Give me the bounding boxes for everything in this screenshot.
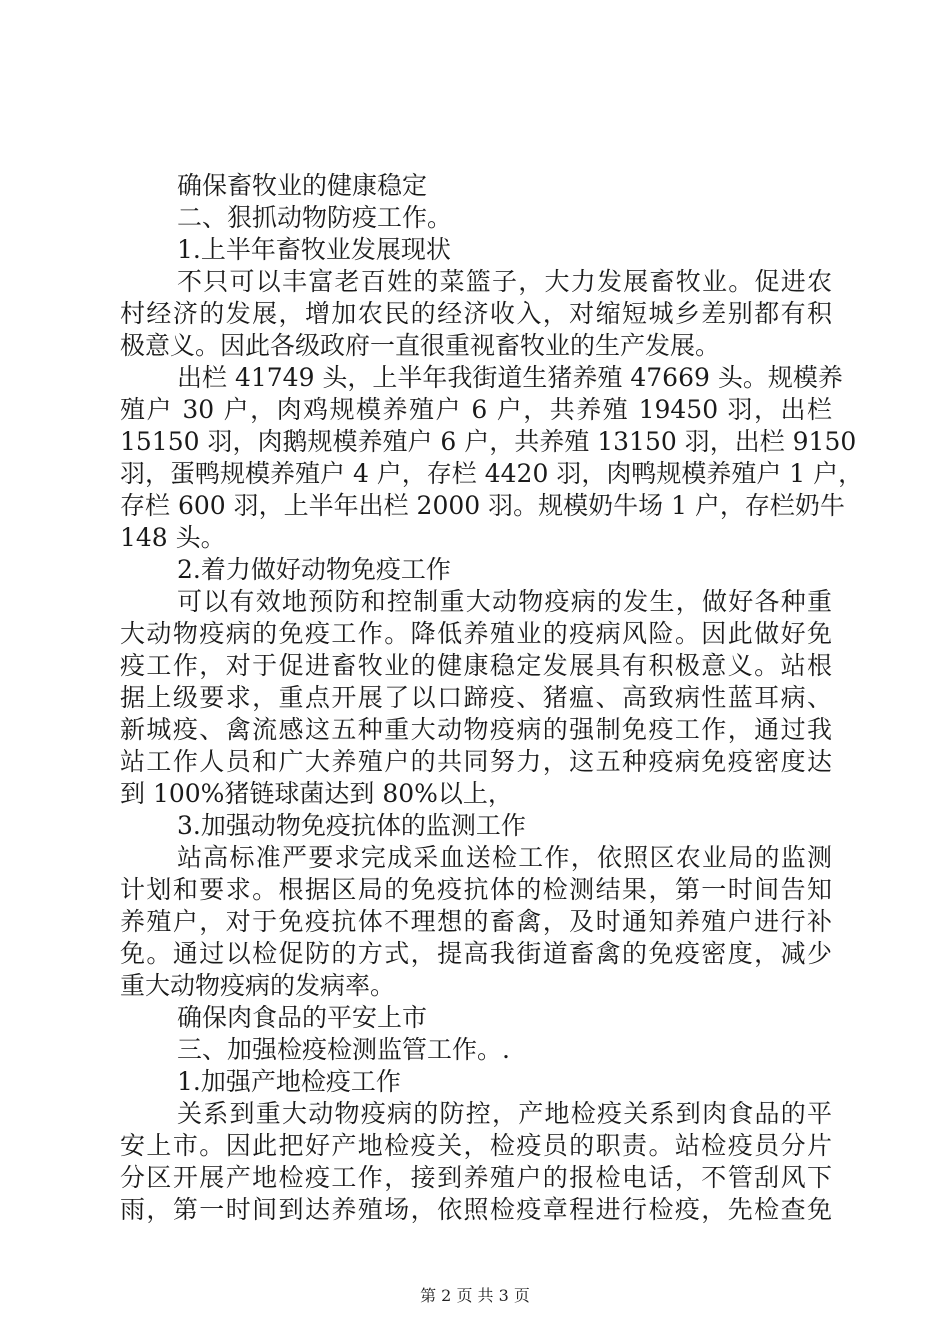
text-line: 出栏 41749 头，上半年我街道生猪养殖 47669 头。规模养 (177, 363, 843, 392)
page-footer: 第 2 页 共 3 页 (420, 1286, 530, 1305)
text-line: 确保畜牧业的健康稳定 (177, 171, 428, 200)
text-line: 养殖户，对于免疫抗体不理想的畜禽，及时通知养殖户进行补 (120, 907, 832, 936)
text-line: 大动物疫病的免疫工作。降低养殖业的疫病风险。因此做好免 (120, 619, 832, 648)
text-line: 可以有效地预防和控制重大动物疫病的发生，做好各种重 (177, 587, 832, 616)
text-line: 村经济的发展，增加农民的经济收入，对缩短城乡差别都有积 (120, 299, 832, 328)
text-line: 极意义。因此各级政府一直很重视畜牧业的生产发展。 (120, 331, 721, 360)
text-line: 安上市。因此把好产地检疫关，检疫员的职责。站检疫员分片 (120, 1131, 832, 1160)
subsection-heading: 1.上半年畜牧业发展现状 (177, 235, 451, 264)
text-line: 关系到重大动物疫病的防控，产地检疫关系到肉食品的平 (177, 1099, 832, 1128)
text-line: 15150 羽，肉鹅规模养殖户 6 户，共养殖 13150 羽，出栏 9150 (120, 427, 857, 456)
subsection-heading: 3.加强动物免疫抗体的监测工作 (177, 811, 526, 840)
text-line: 分区开展产地检疫工作，接到养殖户的报检电话，不管刮风下 (120, 1163, 832, 1192)
text-line: 确保肉食品的平安上市 (177, 1003, 428, 1032)
text-line: 雨，第一时间到达养殖场，依照检疫章程进行检疫，先检查免 (120, 1195, 832, 1224)
text-line: 据上级要求，重点开展了以口蹄疫、猪瘟、高致病性蓝耳病、 (120, 683, 832, 712)
text-line: 148 头。 (120, 523, 226, 552)
subsection-heading: 1.加强产地检疫工作 (177, 1067, 401, 1096)
text-line: 站工作人员和广大养殖户的共同努力，这五种疫病免疫密度达 (120, 747, 832, 776)
section-heading: 二、狠抓动物防疫工作。 (177, 203, 453, 232)
section-heading: 三、加强检疫检测监管工作。. (177, 1035, 510, 1064)
text-line: 羽，蛋鸭规模养殖户 4 户，存栏 4420 羽，肉鸭规模养殖户 1 户， (120, 459, 864, 488)
document-body (120, 170, 864, 1226)
text-line: 站高标准严要求完成采血送检工作，依照区农业局的监测 (177, 843, 832, 872)
text-line: 免。通过以检促防的方式，提高我街道畜禽的免疫密度，减少 (120, 939, 832, 968)
text-line: 重大动物疫病的发病率。 (120, 971, 396, 1000)
text-line: 计划和要求。根据区局的免疫抗体的检测结果，第一时间告知 (120, 875, 832, 904)
text-line: 殖户 30 户，肉鸡规模养殖户 6 户，共养殖 19450 羽，出栏 (120, 395, 832, 424)
text-line: 存栏 600 羽，上半年出栏 2000 羽。规模奶牛场 1 户，存栏奶牛 (120, 491, 845, 520)
text-line: 不只可以丰富老百姓的菜篮子，大力发展畜牧业。促进农 (177, 267, 832, 296)
subsection-heading: 2.着力做好动物免疫工作 (177, 555, 451, 584)
text-line: 疫工作，对于促进畜牧业的健康稳定发展具有积极意义。站根 (120, 651, 832, 680)
text-line: 到 100%猪链球菌达到 80%以上， (120, 779, 513, 808)
text-line: 新城疫、禽流感这五种重大动物疫病的强制免疫工作，通过我 (120, 715, 832, 744)
